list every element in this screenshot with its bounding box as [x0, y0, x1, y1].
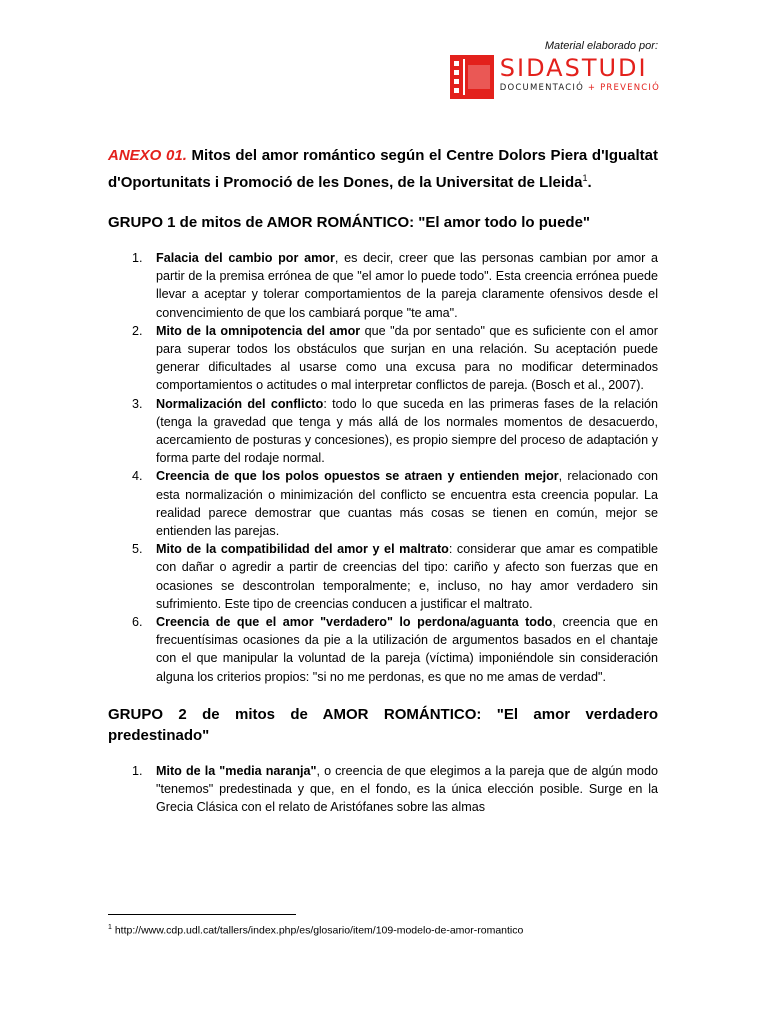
footnote-separator	[108, 914, 296, 915]
group-1-heading: GRUPO 1 de mitos de AMOR ROMÁNTICO: "El amor todo lo puede"	[108, 214, 591, 231]
document-body	[108, 145, 658, 816]
header	[450, 40, 660, 99]
list-item: 1. Falacia del cambio por amor, es decir, creer que las personas cambian por amor a partir de la premisa errónea de que "el amor lo puede todo". Esta creencia errónea puede llevar a aceptar y tolerar comportamientos de la pareja claramente ofensivos desde el convencimiento de que los cambiará porque "te ama".	[132, 251, 658, 320]
footnote: $^1$ http://www.cdp.udl.cat/tallers/index.php/es/glosario/item/109-modelo-de-amor-romantico	[108, 924, 524, 937]
list-item: 2. Mito de la omnipotencia del amor que "da por sentado" que es suficiente con el amor para superar todos los obstáculos que surjan en una relación. Su aceptación puede generar dificultades al usarse como una excusa para no modificar determinados comportamientos o actitudes o mal interpretar conflictos de pareja. (Bosch et al., 2007).	[132, 323, 658, 393]
footnote-ref: 1	[582, 173, 588, 183]
footnote-url[interactable]: http://www.cdp.udl.cat/tallers/index.php/es/glosario/item/109-modelo-de-amor-romantico	[111, 924, 524, 937]
credit-line: Material elaborado por:	[544, 40, 658, 52]
annex-heading: ANEXO 01. Mitos del amor romántico según el Centre Dolors Piera d'Igualtat d'Oportunitats i Promoció de les Dones, de la Universitat de Lleida$^1$.	[108, 147, 658, 191]
list-item: 6. Creencia de que el amor "verdadero" lo perdona/aguanta todo, creencia que en frecuentísimas ocasiones da pie a la utilización de argumentos basados en el chantaje con el que manipular la voluntad de la pareja (víctima) imponiéndole sin consideración alguna los criterios propios: "si no me perdonas, es que no me amas de verdad".	[132, 615, 658, 684]
logo-wordmark: SIDASTUDI	[499, 54, 648, 82]
list-item: 4. Creencia de que los polos opuestos se atraen y entienden mejor, relacionado con esta normalización o minimización del conflicto se encuentra esta creencia popular. La realidad parece demostrar que cuantas más cosas se tienen en común, mejor se entienden las parejas.	[132, 469, 658, 539]
sidastudi-logo	[450, 55, 660, 99]
list-item: 3. Normalización del conflicto: todo lo que suceda en las primeras fases de la relación (tenga la gravedad que tenga y más allá de los normales momentos de desacuerdo, acercamiento de posturas y concesiones), es propio siempre del proceso de adaptación y forma parte del rodaje normal.	[132, 396, 659, 466]
logo-mark-icon	[450, 55, 494, 99]
annex-title: Mitos del amor romántico según el Centre Dolors Piera d'Igualtat d'Oportunitats i Promoció de les Dones, de la Universitat de Lleida	[108, 147, 658, 191]
logo-tagline: DOCUMENTACIÓ + PREVENCIÓ	[499, 83, 660, 93]
group-1-list	[108, 249, 658, 686]
group-2-list	[108, 762, 658, 817]
list-item: 1. Mito de la "media naranja", o creencia de que elegimos a la pareja que de algún modo "tenemos" predestinada y que, en el fondo, es la única elección posible. Surge en la Grecia Clásica con el relato de Aristófanes sobre las almas	[132, 763, 658, 815]
group-2-heading: GRUPO 2 de mitos de AMOR ROMÁNTICO: "El amor verdadero predestinado"	[108, 705, 658, 744]
annex-label: ANEXO 01.	[108, 147, 187, 164]
list-item: 5. Mito de la compatibilidad del amor y el maltrato: considerar que amar es compatible con dañar o agredir a partir de creencias del tipo: cariño y afecto son fuerzas que en ocasiones se descontrolan temporalmente; e, incluso, no hay amor verdadero sin sufrimiento. Este tipo de creencias conducen a justificar el maltrato.	[132, 542, 658, 611]
